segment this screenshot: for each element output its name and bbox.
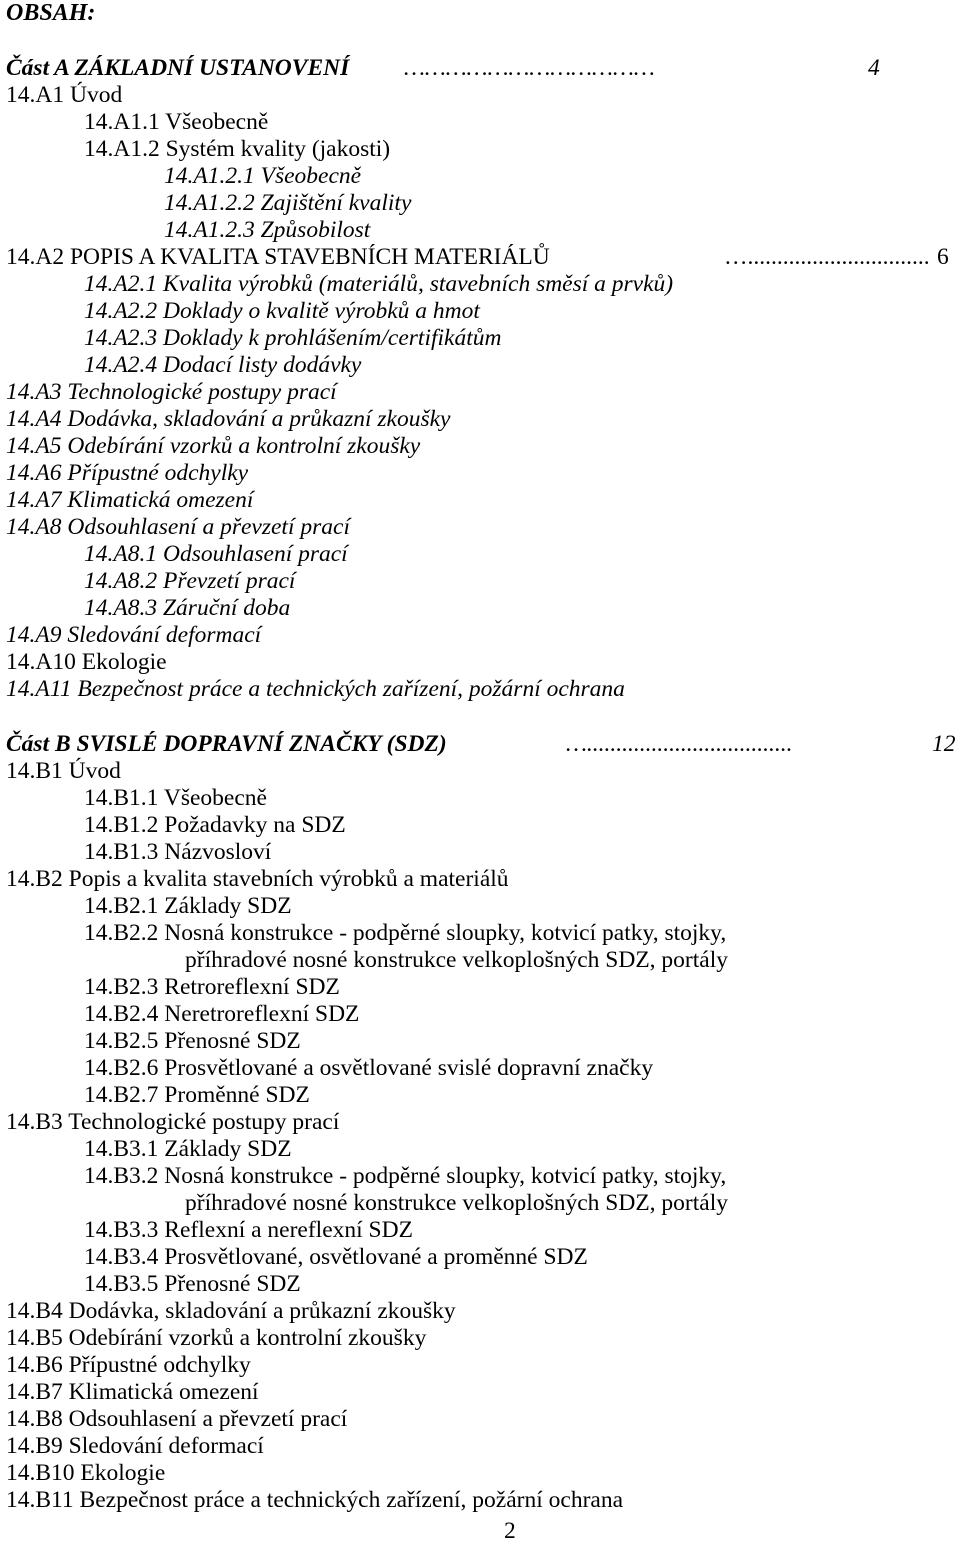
toc-entry[interactable]: 14.A2.1 Kvalita výrobků (materiálů, stavebních směsí a prvků): [84, 271, 674, 297]
toc-entry[interactable]: 14.A9 Sledování deformací: [6, 622, 262, 648]
toc-entry[interactable]: 14.A1.2.2 Zajištění kvality: [164, 190, 412, 216]
a2-leader: …...............................: [724, 244, 930, 270]
page-title: OBSAH:: [6, 0, 96, 26]
toc-entry[interactable]: 14.B2.5 Přenosné SDZ: [84, 1028, 301, 1054]
toc-entry[interactable]: 14.A5 Odebírání vzorků a kontrolní zkoušky: [6, 433, 421, 459]
toc-entry[interactable]: 14.B1.3 Názvosloví: [84, 839, 272, 865]
toc-entry[interactable]: 14.B2.6 Prosvětlované a osvětlované svislé dopravní značky: [84, 1055, 654, 1081]
toc-entry[interactable]: 14.B10 Ekologie: [6, 1460, 166, 1486]
part-b-page: 12: [932, 731, 956, 757]
toc-entry[interactable]: 14.B8 Odsouhlasení a převzetí prací: [6, 1406, 348, 1432]
toc-entry[interactable]: 14.B3.1 Základy SDZ: [84, 1136, 292, 1162]
toc-entry[interactable]: 14.A1.2.1 Všeobecně: [164, 163, 362, 189]
part-a-page: 4: [868, 55, 880, 81]
toc-entry[interactable]: 14.A10 Ekologie: [6, 649, 167, 675]
a2-title: 14.A2 POPIS A KVALITA STAVEBNÍCH MATERIÁLŮ: [6, 244, 550, 270]
part-b-title: Část B SVISLÉ DOPRAVNÍ ZNAČKY (SDZ): [6, 731, 447, 757]
toc-entry[interactable]: 14.B2 Popis a kvalita stavebních výrobků a materiálů: [6, 866, 509, 892]
toc-entry[interactable]: 14.B2.1 Základy SDZ: [84, 893, 292, 919]
toc-entry[interactable]: 14.B7 Klimatická omezení: [6, 1379, 259, 1405]
toc-entry[interactable]: 14.B6 Přípustné odchylky: [6, 1352, 251, 1378]
part-a-title: Část A ZÁKLADNÍ USTANOVENÍ: [6, 55, 350, 81]
a2-page: 6: [937, 244, 949, 270]
toc-entry[interactable]: 14.A6 Přípustné odchylky: [6, 460, 249, 486]
toc-entry[interactable]: 14.B9 Sledování deformací: [6, 1433, 264, 1459]
toc-entry[interactable]: 14.B2.2 Nosná konstrukce - podpěrné sloupky, kotvicí patky, stojky,: [84, 920, 727, 946]
toc-entry[interactable]: 14.B5 Odebírání vzorků a kontrolní zkoušky: [6, 1325, 427, 1351]
toc-entry[interactable]: 14.A11 Bezpečnost práce a technických zařízení, požární ochrana: [6, 676, 625, 702]
toc-entry-continuation: příhradové nosné konstrukce velkoplošných SDZ, portály: [185, 947, 729, 973]
toc-entry[interactable]: 14.B3.3 Reflexní a nereflexní SDZ: [84, 1217, 413, 1243]
toc-entry[interactable]: 14.B2.4 Neretroreflexní SDZ: [84, 1001, 360, 1027]
toc-entry[interactable]: 14.B1 Úvod: [6, 758, 121, 784]
toc-entry[interactable]: 14.A8.2 Převzetí prací: [84, 568, 296, 594]
toc-entry[interactable]: 14.A1.1 Všeobecně: [84, 109, 269, 135]
page-number: 2: [504, 1518, 516, 1544]
toc-entry[interactable]: 14.A3 Technologické postupy prací: [6, 379, 337, 405]
toc-entry[interactable]: 14.B2.3 Retroreflexní SDZ: [84, 974, 340, 1000]
toc-entry[interactable]: 14.B2.7 Proměnné SDZ: [84, 1082, 310, 1108]
toc-entry[interactable]: 14.A7 Klimatická omezení: [6, 487, 254, 513]
toc-entry[interactable]: 14.B1.2 Požadavky na SDZ: [84, 812, 346, 838]
toc-entry[interactable]: 14.A8.1 Odsouhlasení prací: [84, 541, 348, 567]
toc-entry[interactable]: 14.A2.2 Doklady o kvalitě výrobků a hmot: [84, 298, 480, 324]
toc-entry[interactable]: 14.B11 Bezpečnost práce a technických zařízení, požární ochrana: [6, 1487, 624, 1513]
part-a-leader: ………………………………: [404, 55, 655, 81]
toc-entry[interactable]: 14.B1.1 Všeobecně: [84, 785, 267, 811]
toc-entry[interactable]: 14.A4 Dodávka, skladování a průkazní zkoušky: [6, 406, 451, 432]
part-b-leader: …...................................: [566, 731, 793, 757]
toc-entry[interactable]: 14.B3.5 Přenosné SDZ: [84, 1271, 301, 1297]
toc-entry[interactable]: 14.A8.3 Záruční doba: [84, 595, 291, 621]
toc-entry[interactable]: 14.B3 Technologické postupy prací: [6, 1109, 340, 1135]
toc-entry[interactable]: 14.A1 Úvod: [6, 82, 123, 108]
toc-entry[interactable]: 14.A1.2 Systém kvality (jakosti): [84, 136, 391, 162]
toc-entry[interactable]: 14.B3.4 Prosvětlované, osvětlované a proměnné SDZ: [84, 1244, 588, 1270]
toc-entry-continuation: příhradové nosné konstrukce velkoplošných SDZ, portály: [185, 1190, 729, 1216]
toc-entry[interactable]: 14.A8 Odsouhlasení a převzetí prací: [6, 514, 350, 540]
toc-entry[interactable]: 14.B3.2 Nosná konstrukce - podpěrné sloupky, kotvicí patky, stojky,: [84, 1163, 727, 1189]
toc-entry[interactable]: 14.A1.2.3 Způsobilost: [164, 217, 371, 243]
toc-entry[interactable]: 14.B4 Dodávka, skladování a průkazní zkoušky: [6, 1298, 456, 1324]
toc-entry[interactable]: 14.A2.3 Doklady k prohlášením/certifikátům: [84, 325, 502, 351]
toc-entry[interactable]: 14.A2.4 Dodací listy dodávky: [84, 352, 362, 378]
